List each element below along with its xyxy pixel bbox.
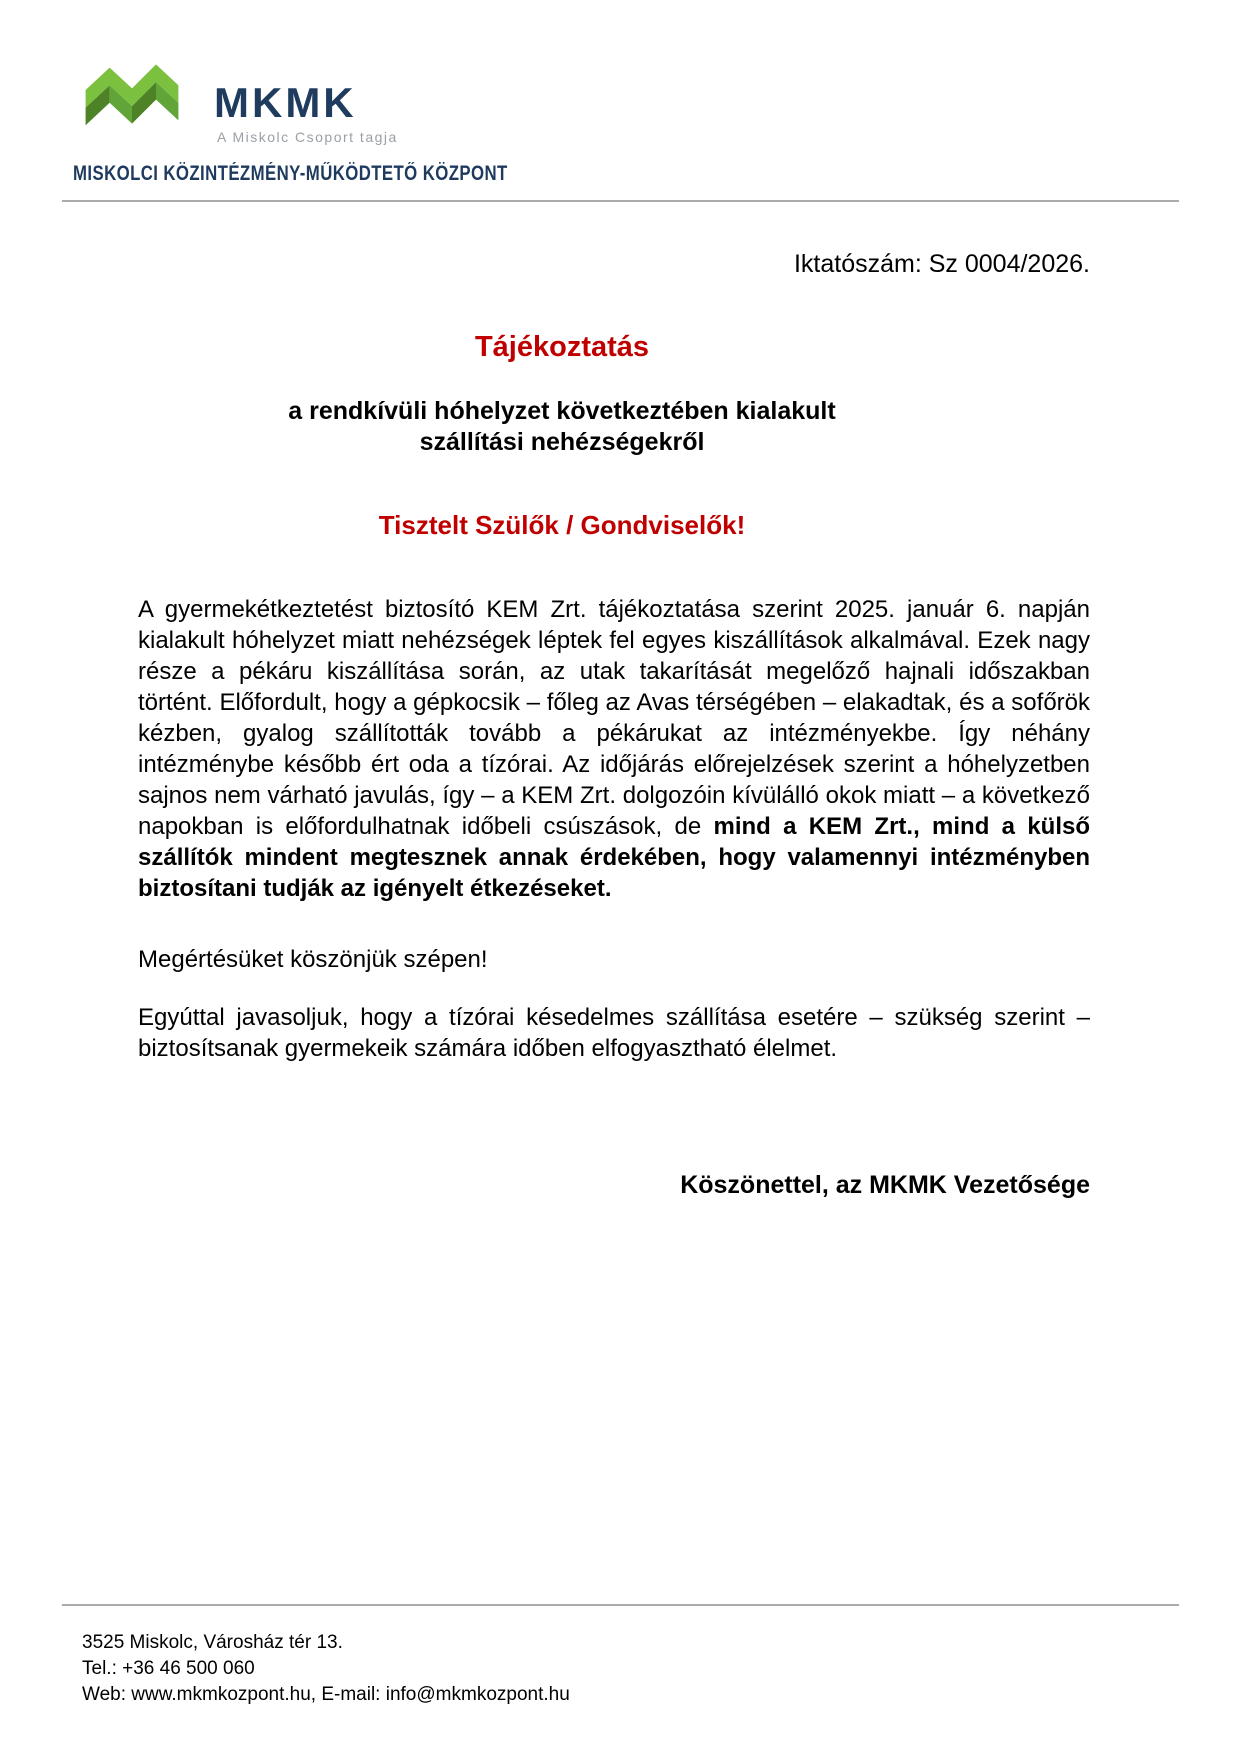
body-paragraph-thanks: Megértésüket köszönjük szépen! [138,946,488,973]
brand-tagline: A Miskolc Csoport tagja [217,129,398,145]
document-title: Tájékoztatás [474,331,650,363]
subtitle-line-2: szállítási nehézségekről [419,428,705,456]
footer [82,1630,570,1708]
body-paragraph-main: A gyermekétkeztetést biztosító KEM Zrt. tájékoztatása szerint 2025. január 6. napján kialakult hóhelyzet miatt nehézségek léptek fel egyes kiszállítások alkalmával. Ezek nagy része a pékáru kiszállítása során, az utak takarítását megelőző hajnali időszakban történt. Előfordult, hogy a gépkocsik – főleg az Avas térségében – elakadtak, és a sofőrök kézben, gyalog szállították tovább a pékárukat az intézményekbe. Így néhány intézménybe később ért oda a tízórai. Az időjárás előrejelzések szerint a hóhelyzetben sajnos nem várható javulás, így – a KEM Zrt. dolgozóin kívülálló okok miatt – a következő napokban is előfordulhatnak időbeli csúszások, de mind a KEM Zrt., mind a külső szállítók mindent megtesznek annak érdekében, hogy valamennyi intézményben biztosítani tudják az igényelt étkezéseket. [138,596,1091,902]
mkmk-logo-icon [84,58,180,138]
body-paragraph-advice: Egyúttal javasoljuk, hogy a tízórai késedelmes szállítása esetére – szükség szerint – biztosítsanak gyermekeik számára időben elfogyasztható élelmet. [138,1004,1090,1062]
footer-divider [62,1604,1179,1606]
document-subtitle [138,396,986,458]
footer-web-email: Web: www.mkmkozpont.hu, E-mail: info@mkmkozpont.hu [82,1684,570,1705]
organization-name: MISKOLCI KÖZINTÉZMÉNY-MŰKÖDTETŐ KÖZPONT [73,162,508,185]
subtitle-line-1: a rendkívüli hóhelyzet következtében kialakult [288,397,836,425]
salutation: Tisztelt Szülők / Gondviselők! [378,510,746,540]
brand-wordmark: MKMK [214,79,357,126]
header-divider [62,200,1179,202]
closing-signature: Köszönettel, az MKMK Vezetősége [680,1171,1090,1199]
footer-address: 3525 Miskolc, Városház tér 13. [82,1632,343,1653]
footer-phone: Tel.: +36 46 500 060 [82,1658,255,1679]
reference-number: Iktatószám: Sz 0004/2026. [793,250,1090,278]
